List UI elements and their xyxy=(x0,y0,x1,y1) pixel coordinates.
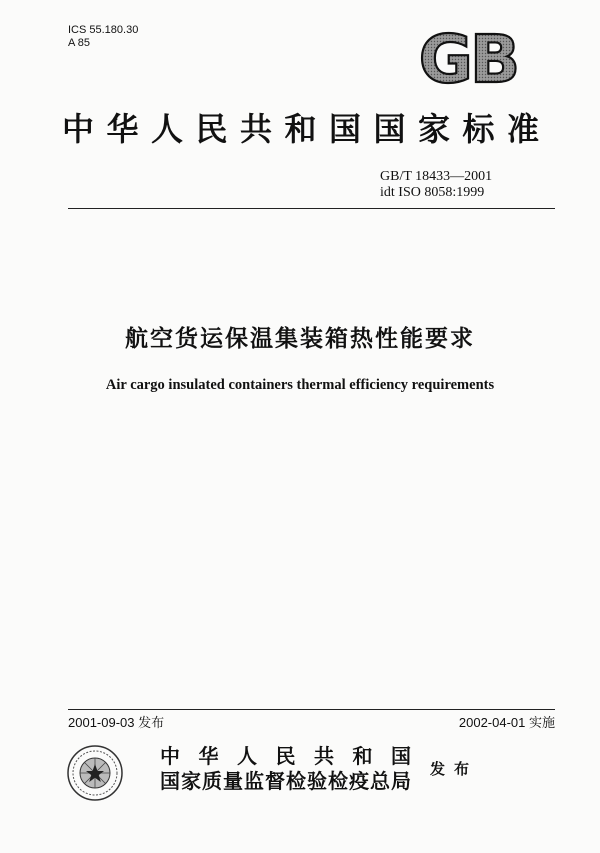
publisher-action: 发布 xyxy=(430,760,479,778)
ics-code: ICS 55.180.30 xyxy=(68,24,139,36)
gb-logo-text: GB xyxy=(418,28,518,88)
footer-divider xyxy=(68,709,555,710)
publisher-agency: 国家质量监督检验检疫总局 xyxy=(160,769,412,793)
document-title-zh: 航空货运保温集装箱热性能要求 xyxy=(125,325,475,352)
standard-type-title: 中华人民共和国国家标准 xyxy=(62,110,552,148)
standard-equivalence: idt ISO 8058:1999 xyxy=(380,185,485,200)
header-divider xyxy=(68,208,555,209)
standard-number: GB/T 18433—2001 xyxy=(380,169,493,184)
implementation-date: 2002-04-01 实施 xyxy=(458,715,555,730)
ccs-code: A 85 xyxy=(68,37,91,49)
publisher-country: 中华人民共和国 xyxy=(160,744,430,768)
document-title-en: Air cargo insulated containers thermal efficiency requirements xyxy=(105,377,495,393)
gb-logo xyxy=(412,28,524,88)
national-emblem-seal xyxy=(66,744,124,802)
issue-date: 2001-09-03 发布 xyxy=(68,715,165,730)
